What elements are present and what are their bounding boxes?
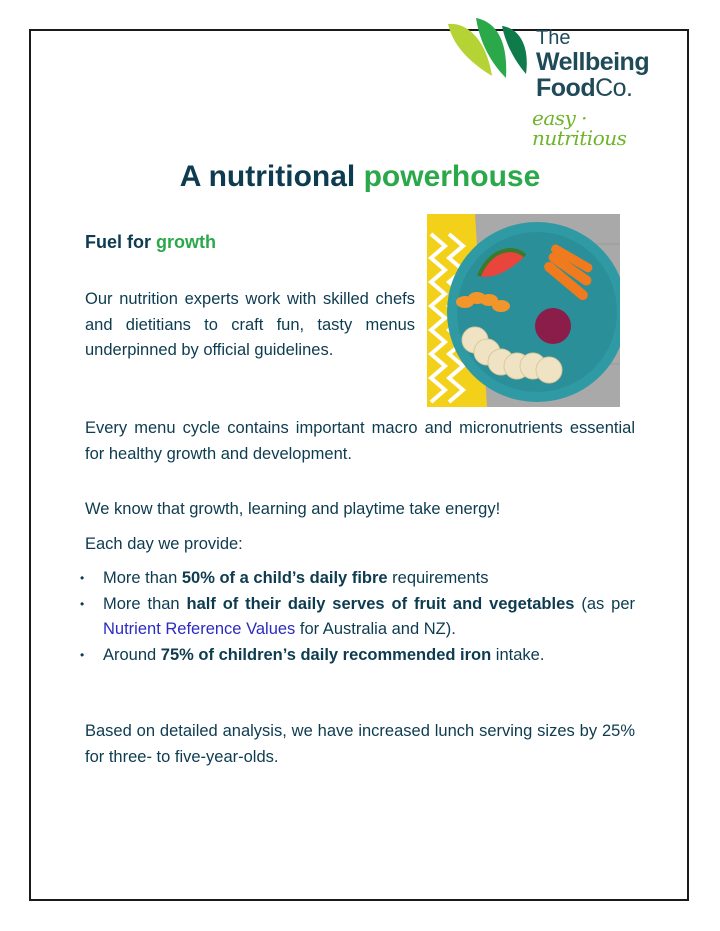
food-plate-photo (427, 214, 620, 407)
list-item: • Around 75% of children’s daily recommended iron intake. (85, 643, 635, 669)
energy-paragraph: We know that growth, learning and playtime take energy! (85, 500, 501, 518)
bullet-icon: • (80, 647, 85, 662)
logo-text-wellbeing: Wellbeing (536, 48, 650, 76)
list-item: • More than half of their daily serves of fruit and vegetables (as per Nutrient Reference Values for Australia and NZ). (85, 592, 635, 643)
menu-cycle-paragraph: Every menu cycle contains important macro and micronutrients essential for healthy growth and development. (85, 419, 635, 463)
bullet-icon: • (80, 571, 85, 585)
wellbeing-food-co-logo (446, 18, 676, 150)
intro-paragraph: Our nutrition experts work with skilled chefs and dietitians to craft fun, tasty menus underpinned by official guidelines. (85, 290, 415, 359)
page-title: A nutritional powerhouse (179, 160, 541, 193)
each-day-paragraph: Each day we provide: (85, 535, 243, 553)
section-subheading: Fuel for growth (85, 232, 216, 252)
list-item: • More than 50% of a child’s daily fibre requirements (85, 566, 635, 592)
leaves-icon (446, 18, 534, 80)
serving-size-paragraph: Based on detailed analysis, we have increased lunch serving sizes by 25% for three- to five-year-olds. (85, 722, 635, 766)
logo-text-food-co: FoodCo. (536, 74, 633, 102)
nutrient-reference-values-link[interactable]: Nutrient Reference Values (103, 620, 296, 638)
logo-text-the: The (536, 27, 571, 49)
provisions-list (80, 566, 635, 668)
bullet-icon: • (80, 596, 85, 611)
logo-tagline: easy · nutritious (532, 106, 627, 150)
